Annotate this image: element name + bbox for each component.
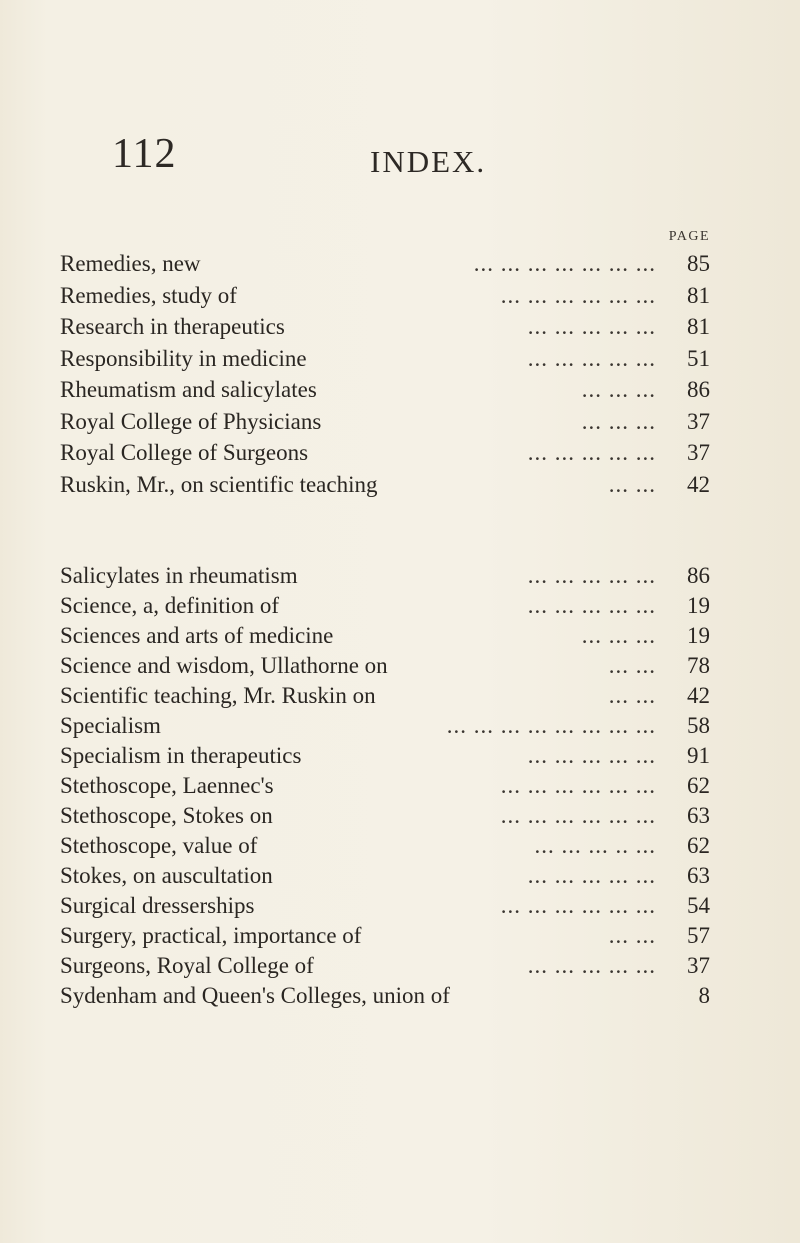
index-entry bbox=[60, 248, 710, 280]
entry-title: Surgeons, Royal College of bbox=[60, 953, 314, 978]
entry-page: 37 bbox=[687, 408, 710, 434]
entry-title: Royal College of Physicians bbox=[60, 408, 322, 434]
dot-leader: ... ... ... .. ... bbox=[534, 833, 656, 858]
dot-leader: ... ... ... bbox=[581, 377, 656, 402]
entry-title: Ruskin, Mr., on scientific teaching bbox=[60, 471, 378, 497]
entry-page: 58 bbox=[687, 713, 710, 738]
index-section-s bbox=[60, 561, 710, 1011]
entry-page: 85 bbox=[687, 251, 710, 276]
index-entry bbox=[60, 981, 710, 1011]
page-number: 112 bbox=[112, 131, 177, 177]
dot-leader: ... ... ... bbox=[581, 408, 656, 434]
dot-leader: ... ... ... ... ... bbox=[527, 314, 656, 339]
entry-page: 86 bbox=[687, 563, 710, 588]
entry-page: 54 bbox=[687, 893, 710, 918]
entry-page: 86 bbox=[687, 377, 710, 402]
entry-title: Stethoscope, Laennec's bbox=[60, 773, 274, 798]
index-entry bbox=[60, 621, 710, 651]
index-entry bbox=[60, 711, 710, 741]
dot-leader: ... ... ... ... ... ... ... bbox=[473, 251, 656, 276]
index-entry bbox=[60, 891, 710, 921]
entry-page: 19 bbox=[687, 623, 710, 648]
entry-page: 81 bbox=[687, 314, 710, 339]
dot-leader: ... ... bbox=[608, 653, 656, 678]
index-entry bbox=[60, 469, 710, 501]
dot-leader: ... ... ... ... ... bbox=[527, 345, 656, 371]
index-entry bbox=[60, 951, 710, 981]
entry-title: Rheumatism and salicylates bbox=[60, 377, 317, 402]
entry-title: Remedies, study of bbox=[60, 282, 237, 308]
entry-title: Science and wisdom, Ullathorne on bbox=[60, 653, 388, 678]
dot-leader: ... ... ... ... ... ... bbox=[500, 282, 656, 308]
index-entry bbox=[60, 437, 710, 469]
entry-title: Royal College of Surgeons bbox=[60, 440, 309, 465]
entry-page: 62 bbox=[687, 833, 710, 858]
entry-page: 81 bbox=[687, 282, 710, 308]
entry-title: Specialism in therapeutics bbox=[60, 743, 302, 768]
entry-title: Research in therapeutics bbox=[60, 314, 285, 339]
dot-leader: ... ... ... ... ... bbox=[527, 863, 656, 888]
dot-leader: ... ... ... ... ... bbox=[527, 563, 656, 588]
entry-title: Surgical dresserships bbox=[60, 893, 255, 918]
dot-leader: ... ... ... bbox=[581, 623, 656, 648]
index-entry bbox=[60, 280, 710, 312]
dot-leader: ... ... bbox=[608, 683, 656, 708]
entry-title: Science, a, definition of bbox=[60, 593, 280, 618]
entry-title: Salicylates in rheumatism bbox=[60, 563, 298, 588]
index-entry bbox=[60, 343, 710, 375]
dot-leader: ... ... ... ... ... bbox=[527, 743, 656, 768]
dot-leader: ... ... ... ... ... bbox=[527, 593, 656, 618]
index-entry bbox=[60, 921, 710, 951]
index-entry bbox=[60, 801, 710, 831]
index-entry bbox=[60, 771, 710, 801]
entry-page: 51 bbox=[687, 345, 710, 371]
entry-title: Responsibility in medicine bbox=[60, 345, 307, 371]
index-entry bbox=[60, 406, 710, 438]
dot-leader: ... ... bbox=[608, 923, 656, 948]
entry-page: 37 bbox=[687, 440, 710, 465]
running-head: INDEX. bbox=[370, 144, 487, 179]
dot-leader: ... ... ... ... ... ... ... ... bbox=[446, 713, 656, 738]
entry-title: Stethoscope, value of bbox=[60, 833, 258, 858]
entry-page: 42 bbox=[687, 471, 710, 497]
index-entry bbox=[60, 591, 710, 621]
entry-page: 63 bbox=[687, 803, 710, 828]
index-section-r bbox=[60, 248, 710, 500]
entry-page: 42 bbox=[687, 683, 710, 708]
index-entry bbox=[60, 741, 710, 771]
entry-page: 91 bbox=[687, 743, 710, 768]
entry-title: Sciences and arts of medicine bbox=[60, 623, 334, 648]
index-entry bbox=[60, 561, 710, 591]
entry-title: Sydenham and Queen's Colleges, union of bbox=[60, 983, 450, 1008]
dot-leader: ... ... ... ... ... ... bbox=[500, 773, 656, 798]
entry-page: 8 bbox=[698, 983, 710, 1008]
entry-title: Remedies, new bbox=[60, 251, 201, 276]
dot-leader: ... ... bbox=[608, 471, 656, 497]
entry-title: Specialism bbox=[60, 713, 161, 738]
entry-title: Stokes, on auscultation bbox=[60, 863, 273, 888]
page-header bbox=[112, 130, 712, 190]
index-entry bbox=[60, 861, 710, 891]
entry-title: Surgery, practical, importance of bbox=[60, 923, 362, 948]
dot-leader: ... ... ... ... ... ... bbox=[500, 893, 656, 918]
entry-title: Stethoscope, Stokes on bbox=[60, 803, 273, 828]
index-entry bbox=[60, 831, 710, 861]
dot-leader: ... ... ... ... ... bbox=[527, 440, 656, 465]
dot-leader: ... ... ... ... ... ... bbox=[500, 803, 656, 828]
entry-page: 62 bbox=[687, 773, 710, 798]
dot-leader: ... ... ... ... ... bbox=[527, 953, 656, 978]
index-entry bbox=[60, 651, 710, 681]
index-entry bbox=[60, 374, 710, 406]
entry-page: 37 bbox=[687, 953, 710, 978]
entry-page: 78 bbox=[687, 653, 710, 678]
index-entry bbox=[60, 681, 710, 711]
index-entry bbox=[60, 311, 710, 343]
entry-title: Scientific teaching, Mr. Ruskin on bbox=[60, 683, 376, 708]
entry-page: 57 bbox=[687, 923, 710, 948]
entry-page: 19 bbox=[687, 593, 710, 618]
page-column-label: PAGE bbox=[668, 229, 710, 244]
entry-page: 63 bbox=[687, 863, 710, 888]
